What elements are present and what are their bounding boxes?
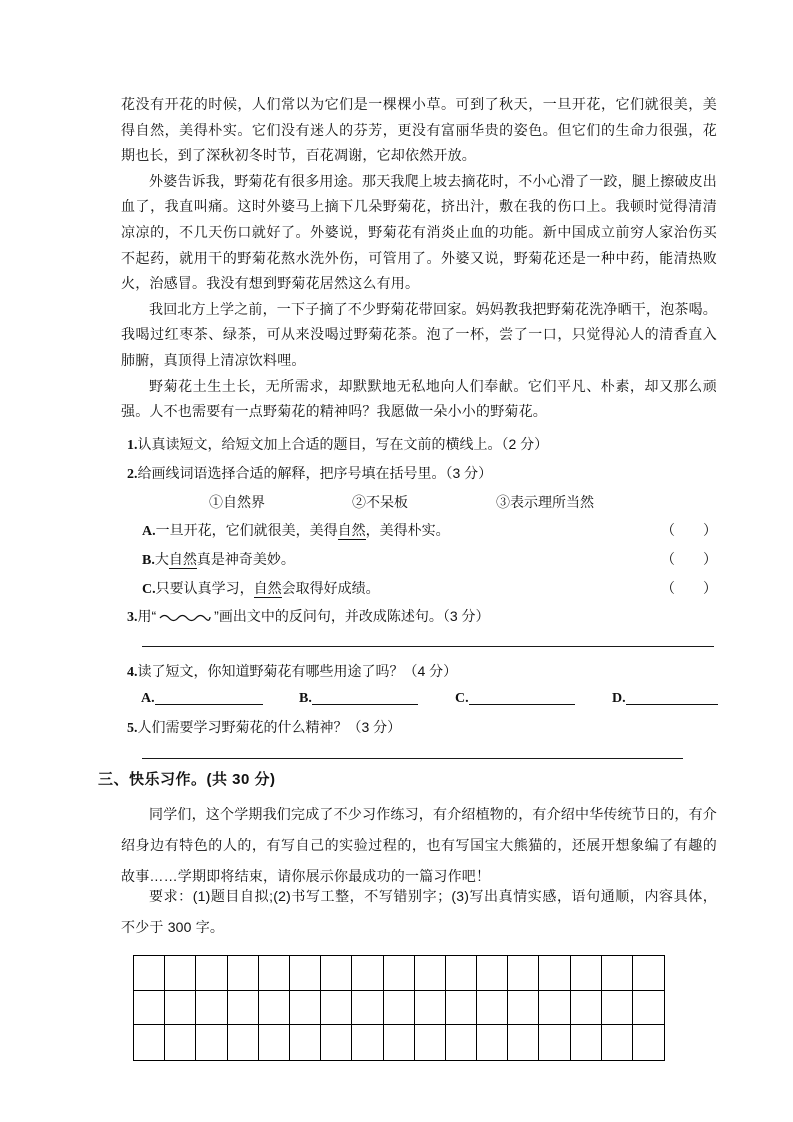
grid-cell [446, 991, 477, 1026]
grid-cell [508, 991, 539, 1026]
option-a-post: ，美得朴实。 [365, 522, 450, 538]
question-5-text: 人们需要学习野菊花的什么精神？（3 分） [137, 719, 402, 735]
choice-3: ③表示理所当然 [496, 494, 594, 510]
grid-cell [602, 991, 633, 1026]
choice-1: ①自然界 [209, 494, 265, 510]
grid-cell [384, 991, 415, 1026]
question-3 [127, 606, 490, 626]
question-2 [127, 463, 492, 483]
question-2-text: 给画线词语选择合适的解释，把序号填在括号里。（3 分） [137, 465, 493, 481]
choice-2: ②不呆板 [352, 494, 408, 510]
question-1-number: 1. [127, 438, 138, 453]
blank-c: C. [455, 689, 575, 707]
question-5-number: 5. [127, 721, 138, 736]
passage-paragraph-3: 我回北方上学之前，一下子摘了不少野菊花带回家。妈妈教我把野菊花洗净晒干，泡茶喝。我喝过红枣茶、绿茶，可从来没喝过野菊花茶。泡了一杯，尝了一口，只觉得沁人的清香直入肺腑，真顶得上清凉饮料哩。 [121, 300, 717, 368]
section-heading: 三、快乐习作。(共 30 分) [98, 771, 276, 788]
grid-cell [571, 956, 602, 991]
grid-cell [539, 956, 570, 991]
blank-b-line [312, 690, 418, 705]
grid-cell [446, 1025, 477, 1060]
grid-cell [321, 1025, 352, 1060]
grid-cell [228, 1025, 259, 1060]
option-b-pre: 大 [154, 551, 169, 567]
grid-cell [352, 1025, 383, 1060]
blank-a-line [155, 690, 263, 705]
grid-cell [384, 1025, 415, 1060]
composition-grid [133, 955, 665, 1061]
grid-cell [602, 1025, 633, 1060]
option-c-label: C. [142, 582, 156, 597]
passage-paragraph-1: 花没有开花的时候，人们常以为它们是一棵棵小草。可到了秋天，一旦开花，它们就很美，美得自然，美得朴实。它们没有迷人的芬芳，更没有富丽华贵的姿色。但它们的生命力很强，花期也长，到了深秋初冬时节，百花凋谢，它却依然开放。 [121, 96, 717, 164]
question-1 [127, 434, 548, 454]
option-c-post: 会取得好成绩。 [281, 580, 380, 596]
grid-cell [165, 991, 196, 1026]
option-b [142, 549, 717, 569]
grid-cell [228, 991, 259, 1026]
passage-paragraph-4: 野菊花土生土长，无所需求，却默默地无私地向人们奉献。它们平凡、朴素，却又那么顽强。人不也需要有一点野菊花的精神吗？我愿做一朵小小的野菊花。 [121, 377, 717, 420]
grid-cell [321, 956, 352, 991]
grid-cell [134, 991, 165, 1026]
grid-cell [290, 991, 321, 1026]
question-4 [127, 661, 457, 681]
option-b-underlined-word: 自然 [168, 551, 197, 567]
grid-cell [259, 991, 290, 1026]
composition-requirements: 要求：(1)题目自拟;(2)书写工整，不写错别字；(3)写出真情实感，语句通顺，内容具体，不少于 300 字。 [121, 888, 717, 935]
grid-cell [134, 956, 165, 991]
question-4-number: 4. [127, 665, 138, 680]
question-4-text: 读了短文，你知道野菊花有哪些用途了吗？（4 分） [137, 663, 458, 679]
grid-cell [571, 991, 602, 1026]
option-c [142, 578, 717, 598]
question-1-text: 认真读短文，给短文加上合适的题目，写在文前的横线上。（2 分） [137, 436, 549, 452]
blank-d: D. [612, 689, 718, 707]
grid-cell [508, 1025, 539, 1060]
grid-cell [633, 991, 664, 1026]
grid-cell [321, 991, 352, 1026]
blank-d-line [626, 690, 718, 705]
blank-c-line [469, 690, 575, 705]
option-c-pre: 只要认真学习， [155, 580, 254, 596]
wavy-line-icon [158, 609, 212, 625]
option-a-pre: 一旦开花，它们就很美，美得 [155, 522, 338, 538]
grid-cell [602, 956, 633, 991]
grid-cell [290, 1025, 321, 1060]
grid-cell [165, 956, 196, 991]
grid-cell [539, 1025, 570, 1060]
question-2-number: 2. [127, 467, 138, 482]
grid-cell [477, 991, 508, 1026]
option-a-underlined-word: 自然 [337, 522, 366, 538]
option-b-answer-parens: （ ） [661, 551, 717, 567]
grid-cell [508, 956, 539, 991]
reading-passage [121, 92, 717, 425]
grid-cell [196, 956, 227, 991]
grid-cell [633, 956, 664, 991]
grid-cell [196, 991, 227, 1026]
option-c-underlined-word: 自然 [253, 580, 282, 596]
grid-cell [259, 956, 290, 991]
grid-cell [446, 956, 477, 991]
grid-cell [415, 956, 446, 991]
grid-cell [228, 956, 259, 991]
grid-cell [571, 1025, 602, 1060]
grid-cell [290, 956, 321, 991]
grid-cell [384, 956, 415, 991]
grid-cell [352, 956, 383, 991]
grid-cell [134, 1025, 165, 1060]
answer-line-q5 [142, 746, 683, 759]
question-3-number: 3. [127, 610, 138, 625]
answer-line-q3 [142, 634, 714, 647]
question-3-post: ”画出文中的反问句，并改成陈述句。（3 分） [214, 608, 490, 624]
grid-cell [477, 956, 508, 991]
option-b-label: B. [142, 553, 155, 568]
question-3-pre: 用“ [137, 608, 157, 624]
grid-cell [352, 991, 383, 1026]
blank-b: B. [299, 689, 418, 707]
question-5 [127, 717, 401, 737]
grid-cell [633, 1025, 664, 1060]
blank-a: A. [141, 689, 263, 707]
option-a [142, 520, 717, 540]
grid-cell [259, 1025, 290, 1060]
question-4-blanks [127, 689, 717, 713]
passage-paragraph-2: 外婆告诉我，野菊花有很多用途。那天我爬上坡去摘花时，不小心滑了一跤，腿上擦破皮出血了，我直叫痛。这时外婆马上摘下几朵野菊花，挤出汁，敷在我的伤口上。我顿时觉得清清凉凉的，不几天伤口就好了。外婆说，野菊花有消炎止血的功能。新中国成立前穷人家治伤买不起药，就用干的野菊花熬水洗外伤，可管用了。外婆又说，野菊花还是一种中药，能清热败火，治感冒。我没有想到野菊花居然这么有用。 [121, 172, 717, 292]
grid-cell [539, 991, 570, 1026]
grid-cell [415, 1025, 446, 1060]
grid-cell [196, 1025, 227, 1060]
composition-intro: 同学们，这个学期我们完成了不少习作练习，有介绍植物的，有介绍中华传统节日的，有介绍身边有特色的人的，有写自己的实验过程的，也有写国宝大熊猫的，还展开想象编了有趣的故事……学期即将结束，请你展示你最成功的一篇习作吧！ [121, 806, 717, 884]
questions-section [127, 430, 717, 765]
grid-cell [415, 991, 446, 1026]
option-a-label: A. [142, 524, 156, 539]
option-a-answer-parens: （ ） [661, 522, 717, 538]
option-c-answer-parens: （ ） [661, 580, 717, 596]
grid-cell [165, 1025, 196, 1060]
option-b-post: 真是神奇美妙。 [196, 551, 295, 567]
grid-cell [477, 1025, 508, 1060]
